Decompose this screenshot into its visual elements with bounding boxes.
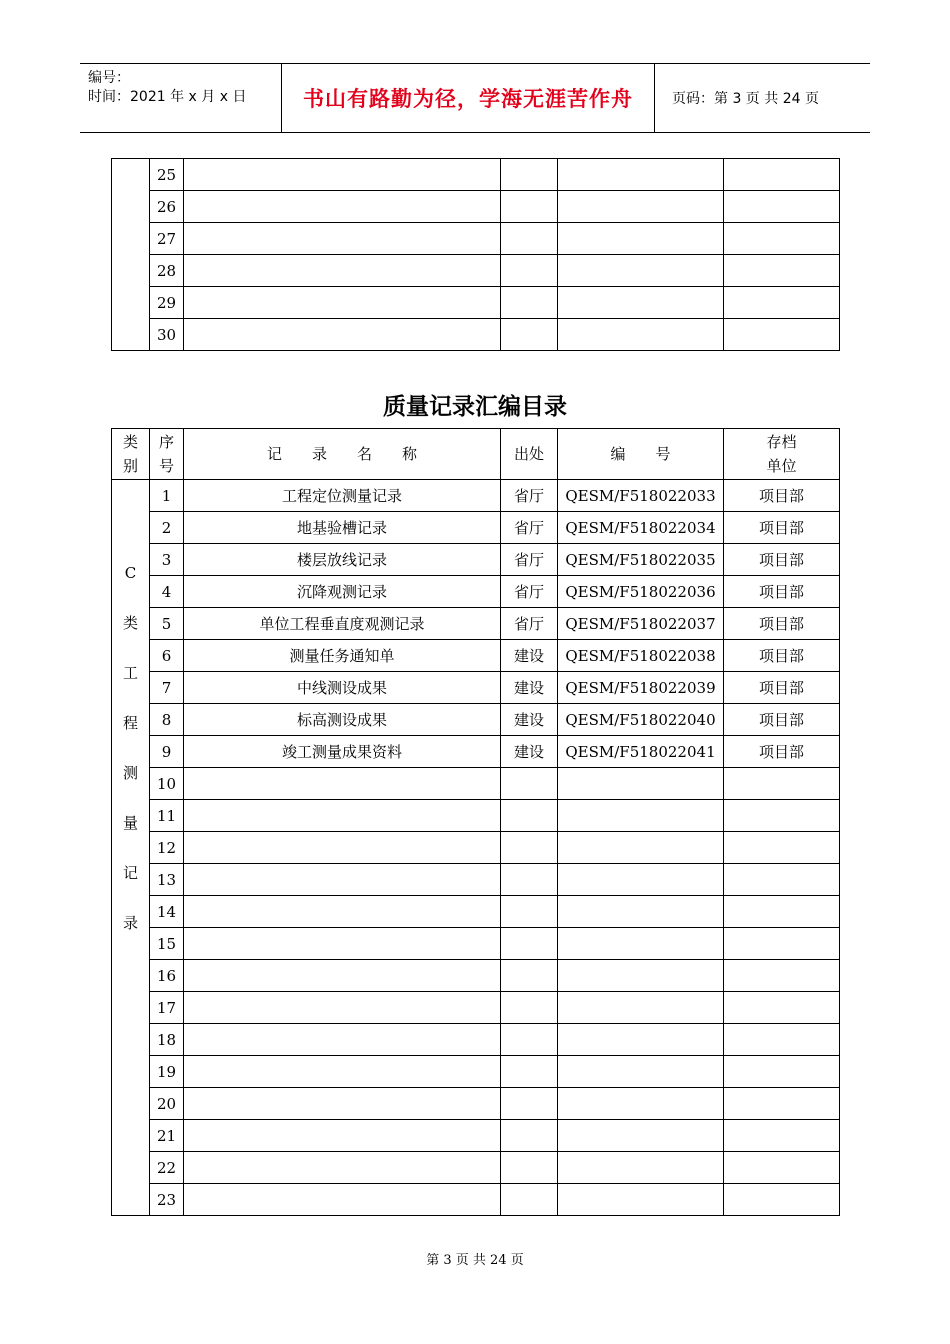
category-char: 记: [122, 863, 138, 882]
code-cell: [558, 287, 724, 319]
header-source: 出处: [501, 429, 558, 480]
code-cell: QESM/F518022040: [558, 704, 724, 736]
source-cell: 建设: [501, 640, 558, 672]
table-row: [112, 1088, 840, 1120]
code-cell: QESM/F518022036: [558, 576, 724, 608]
number-label: 编号：: [88, 70, 130, 86]
table-row: [112, 480, 840, 512]
table-row: [112, 800, 840, 832]
code-cell: QESM/F518022033: [558, 480, 724, 512]
table-row: [112, 640, 840, 672]
table-row: [112, 1152, 840, 1184]
source-cell: 省厅: [501, 544, 558, 576]
header-motto: 书山有路勤为径，学海无涯苦作舟: [282, 64, 655, 132]
record-name-cell: 测量任务通知单: [184, 640, 501, 672]
unit-cell: [724, 1120, 840, 1152]
source-cell: [501, 864, 558, 896]
record-name-cell: [184, 1088, 501, 1120]
unit-cell: [724, 1024, 840, 1056]
header-archive-line1: 存档: [766, 433, 797, 451]
source-cell: [501, 319, 558, 351]
source-cell: [501, 159, 558, 191]
category-char: 量: [122, 813, 138, 832]
header-page-label: [664, 64, 864, 132]
unit-cell: 项目部: [724, 576, 840, 608]
source-cell: [501, 800, 558, 832]
code-cell: [558, 1056, 724, 1088]
record-name-cell: [184, 191, 501, 223]
category-char: 测: [122, 763, 138, 782]
table-row: [112, 1024, 840, 1056]
unit-cell: [724, 223, 840, 255]
code-cell: QESM/F518022034: [558, 512, 724, 544]
table-header-row: [112, 429, 840, 480]
code-cell: [558, 159, 724, 191]
table-row: [112, 736, 840, 768]
code-cell: [558, 992, 724, 1024]
unit-cell: 项目部: [724, 736, 840, 768]
code-cell: [558, 768, 724, 800]
table-row: [112, 319, 840, 351]
unit-cell: [724, 159, 840, 191]
unit-cell: [724, 1056, 840, 1088]
unit-cell: 项目部: [724, 544, 840, 576]
source-cell: [501, 223, 558, 255]
header-archive: [724, 429, 840, 480]
table-row: [112, 768, 840, 800]
header-seq-line1: 序: [158, 433, 174, 451]
source-cell: [501, 1056, 558, 1088]
code-cell: [558, 1152, 724, 1184]
header-seq-line2: 号: [158, 457, 174, 475]
category-char: C: [124, 563, 137, 582]
row-number: 6: [150, 640, 184, 672]
code-cell: QESM/F518022035: [558, 544, 724, 576]
header-meta: [80, 64, 282, 132]
page-label-text: 页码：第 3 页 共 24 页: [672, 91, 819, 107]
records-table-body: [112, 429, 840, 1216]
header-archive-line2: 单位: [766, 457, 797, 475]
row-number: 12: [150, 832, 184, 864]
row-number: 25: [150, 159, 184, 191]
unit-cell: [724, 928, 840, 960]
unit-cell: 项目部: [724, 512, 840, 544]
row-number: 2: [150, 512, 184, 544]
category-cell: [112, 159, 150, 351]
unit-cell: [724, 832, 840, 864]
record-name-cell: 单位工程垂直度观测记录: [184, 608, 501, 640]
source-cell: [501, 992, 558, 1024]
record-name-cell: [184, 1152, 501, 1184]
source-cell: [501, 191, 558, 223]
source-cell: [501, 768, 558, 800]
table-row: [112, 1120, 840, 1152]
row-number: 29: [150, 287, 184, 319]
row-number: 7: [150, 672, 184, 704]
source-cell: [501, 960, 558, 992]
code-cell: QESM/F518022039: [558, 672, 724, 704]
table-row: [112, 159, 840, 191]
source-cell: 省厅: [501, 576, 558, 608]
code-cell: [558, 1024, 724, 1056]
row-number: 28: [150, 255, 184, 287]
code-cell: [558, 960, 724, 992]
source-cell: [501, 287, 558, 319]
continuation-table-body: [112, 159, 840, 351]
record-name-cell: 竣工测量成果资料: [184, 736, 501, 768]
record-name-cell: [184, 1056, 501, 1088]
code-cell: QESM/F518022041: [558, 736, 724, 768]
unit-cell: [724, 992, 840, 1024]
source-cell: [501, 896, 558, 928]
header-category-line1: 类: [122, 433, 138, 451]
record-name-cell: [184, 1120, 501, 1152]
unit-cell: [724, 1184, 840, 1216]
page-footer: 第 3 页 共 24 页: [426, 1253, 524, 1268]
unit-cell: [724, 1152, 840, 1184]
source-cell: [501, 928, 558, 960]
unit-cell: [724, 960, 840, 992]
source-cell: 建设: [501, 672, 558, 704]
unit-cell: 项目部: [724, 672, 840, 704]
document-title: 质量记录汇编目录: [383, 394, 567, 420]
row-number: 5: [150, 608, 184, 640]
row-number: 23: [150, 1184, 184, 1216]
source-cell: [501, 1024, 558, 1056]
row-number: 11: [150, 800, 184, 832]
row-number: 30: [150, 319, 184, 351]
row-number: 19: [150, 1056, 184, 1088]
unit-cell: [724, 287, 840, 319]
record-name-cell: [184, 992, 501, 1024]
record-name-cell: 工程定位测量记录: [184, 480, 501, 512]
unit-cell: [724, 896, 840, 928]
row-number: 9: [150, 736, 184, 768]
row-number: 1: [150, 480, 184, 512]
header-category: [112, 429, 150, 480]
record-name-cell: [184, 960, 501, 992]
unit-cell: [724, 191, 840, 223]
table-row: [112, 287, 840, 319]
row-number: 13: [150, 864, 184, 896]
record-name-cell: [184, 1024, 501, 1056]
code-cell: QESM/F518022037: [558, 608, 724, 640]
record-name-cell: [184, 928, 501, 960]
source-cell: 省厅: [501, 480, 558, 512]
table-row: [112, 608, 840, 640]
category-cell: [112, 480, 150, 1216]
unit-cell: 项目部: [724, 480, 840, 512]
source-cell: [501, 832, 558, 864]
unit-cell: [724, 319, 840, 351]
table-row: [112, 544, 840, 576]
category-char: 录: [122, 913, 138, 932]
unit-cell: [724, 768, 840, 800]
page-header: [80, 63, 870, 133]
table-row: [112, 992, 840, 1024]
table-row: [112, 255, 840, 287]
code-cell: [558, 1184, 724, 1216]
source-cell: [501, 1184, 558, 1216]
code-cell: [558, 928, 724, 960]
table-row: [112, 864, 840, 896]
row-number: 17: [150, 992, 184, 1024]
record-name-cell: [184, 159, 501, 191]
code-cell: [558, 800, 724, 832]
row-number: 21: [150, 1120, 184, 1152]
row-number: 3: [150, 544, 184, 576]
category-char: 程: [122, 713, 138, 732]
table-row: [112, 223, 840, 255]
table-row: [112, 1056, 840, 1088]
table-row: [112, 576, 840, 608]
code-cell: [558, 319, 724, 351]
table-row: [112, 672, 840, 704]
source-cell: [501, 255, 558, 287]
continuation-table: [111, 158, 840, 351]
record-name-cell: [184, 896, 501, 928]
code-cell: [558, 832, 724, 864]
code-cell: [558, 223, 724, 255]
time-label: 时间：2021 年 x 月 x 日: [88, 89, 247, 105]
unit-cell: [724, 1088, 840, 1120]
row-number: 14: [150, 896, 184, 928]
record-name-cell: 标高测设成果: [184, 704, 501, 736]
unit-cell: [724, 864, 840, 896]
code-cell: [558, 1088, 724, 1120]
code-cell: QESM/F518022038: [558, 640, 724, 672]
table-row: [112, 960, 840, 992]
record-name-cell: [184, 1184, 501, 1216]
table-row: [112, 512, 840, 544]
record-name-cell: [184, 223, 501, 255]
record-name-cell: [184, 287, 501, 319]
unit-cell: 项目部: [724, 704, 840, 736]
record-name-cell: [184, 864, 501, 896]
source-cell: [501, 1152, 558, 1184]
table-row: [112, 191, 840, 223]
unit-cell: [724, 800, 840, 832]
row-number: 27: [150, 223, 184, 255]
header-category-line2: 别: [122, 457, 138, 475]
record-name-cell: 地基验槽记录: [184, 512, 501, 544]
table-row: [112, 928, 840, 960]
unit-cell: [724, 255, 840, 287]
source-cell: [501, 1120, 558, 1152]
category-char: 工: [122, 663, 138, 682]
row-number: 16: [150, 960, 184, 992]
row-number: 8: [150, 704, 184, 736]
row-number: 15: [150, 928, 184, 960]
table-row: [112, 704, 840, 736]
record-name-cell: [184, 255, 501, 287]
records-table: [111, 428, 840, 1216]
unit-cell: 项目部: [724, 640, 840, 672]
record-name-cell: [184, 319, 501, 351]
record-name-cell: 楼层放线记录: [184, 544, 501, 576]
record-name-cell: [184, 832, 501, 864]
code-cell: [558, 896, 724, 928]
source-cell: 省厅: [501, 608, 558, 640]
record-name-cell: [184, 768, 501, 800]
code-cell: [558, 864, 724, 896]
row-number: 22: [150, 1152, 184, 1184]
header-seq: [150, 429, 184, 480]
source-cell: 建设: [501, 736, 558, 768]
row-number: 20: [150, 1088, 184, 1120]
record-name-cell: 沉降观测记录: [184, 576, 501, 608]
code-cell: [558, 255, 724, 287]
table-row: [112, 832, 840, 864]
source-cell: 建设: [501, 704, 558, 736]
table-row: [112, 1184, 840, 1216]
row-number: 18: [150, 1024, 184, 1056]
code-cell: [558, 191, 724, 223]
header-code: 编 号: [558, 429, 724, 480]
source-cell: 省厅: [501, 512, 558, 544]
row-number: 26: [150, 191, 184, 223]
unit-cell: 项目部: [724, 608, 840, 640]
category-char: 类: [122, 613, 138, 632]
table-row: [112, 896, 840, 928]
row-number: 10: [150, 768, 184, 800]
row-number: 4: [150, 576, 184, 608]
header-name: 记 录 名 称: [184, 429, 501, 480]
code-cell: [558, 1120, 724, 1152]
record-name-cell: [184, 800, 501, 832]
source-cell: [501, 1088, 558, 1120]
record-name-cell: 中线测设成果: [184, 672, 501, 704]
